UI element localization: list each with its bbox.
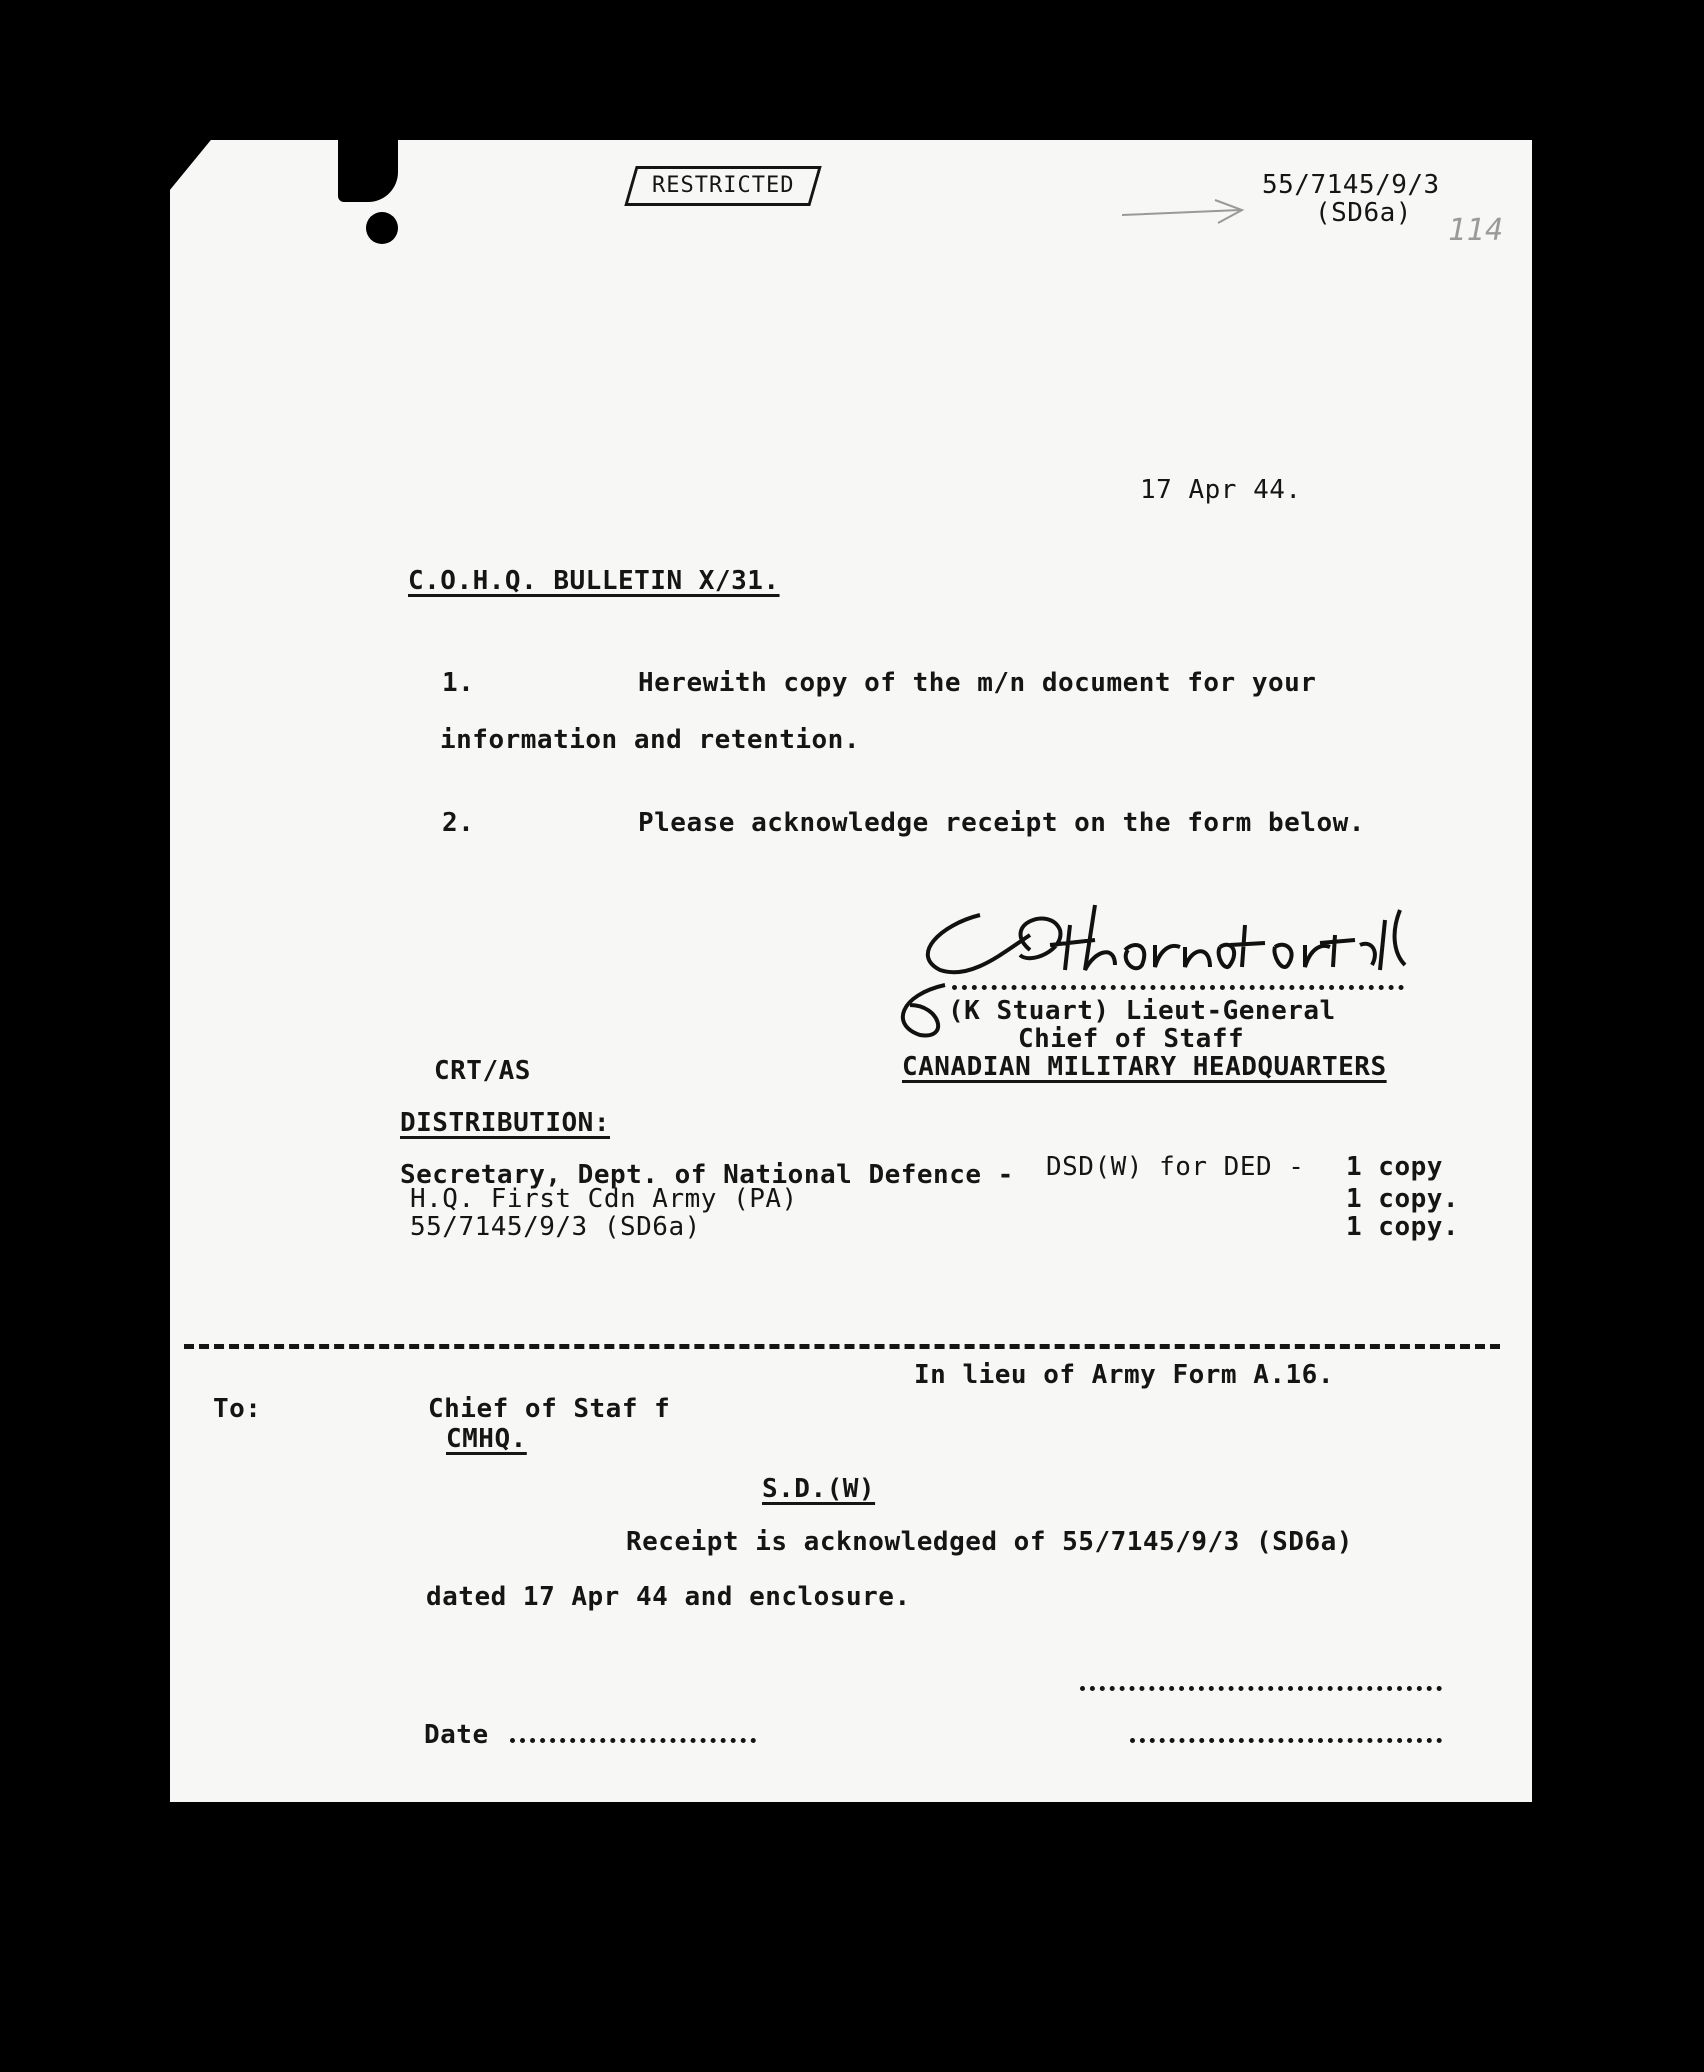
paragraph-2-line-1: Please acknowledge receipt on the form below. [638,808,1365,838]
paragraph-1-line-1: Herewith copy of the m/n document for your [638,668,1317,698]
section-heading: S.D.(W) [762,1474,876,1504]
bulletin-title: C.O.H.Q. BULLETIN X/31. [408,566,780,596]
distribution-copies-2: 1 copy. [1346,1184,1460,1214]
date-label: Date [424,1720,489,1750]
punch-hole [366,212,398,244]
paragraph-1-number: 1. [442,668,475,698]
distribution-recipient-2: H.Q. First Cdn Army (PA) [410,1184,798,1214]
acknowledgement-line-1: Receipt is acknowledged of 55/7145/9/3 (SD6a) [626,1527,1353,1557]
date-line [510,1738,756,1743]
paragraph-1-line-2: information and retention. [440,725,860,755]
file-reference: 55/7145/9/3 [1262,170,1440,200]
distribution-copies-3: 1 copy. [1346,1212,1460,1242]
signatory-title: Chief of Staff [1018,1024,1245,1054]
folio-number: 114 [1448,213,1504,248]
signatory-name: (K Stuart) Lieut-General [948,996,1336,1026]
signatory-organization: CANADIAN MILITARY HEADQUARTERS [902,1052,1387,1082]
distribution-copies-1: 1 copy [1346,1152,1443,1182]
form-note: In lieu of Army Form A.16. [914,1360,1334,1390]
classification-text: RESTRICTED [651,173,795,198]
classification-stamp [624,166,821,206]
distribution-note-1: DSD(W) for DED - [1046,1152,1305,1182]
acknowledgement-line-2: dated 17 Apr 44 and enclosure. [426,1582,911,1612]
reference-initials: CRT/AS [434,1056,531,1086]
distribution-recipient-1: Secretary, Dept. of National Defence - [400,1160,1014,1190]
receipt-unit-line [1130,1738,1442,1743]
receipt-signature-line [1080,1686,1442,1691]
to-label: To: [213,1394,262,1424]
pencil-arrow-mark [1120,195,1270,235]
file-reference-sub: (SD6a) [1315,198,1412,228]
signature-line [952,985,1404,990]
distribution-recipient-3: 55/7145/9/3 (SD6a) [410,1212,701,1242]
ink-blot [338,130,398,202]
to-recipient-line-1: Chief of Staf f [428,1394,671,1424]
distribution-heading: DISTRIBUTION: [400,1108,610,1138]
tear-off-line [184,1344,1500,1349]
paragraph-2-number: 2. [442,808,475,838]
document-date: 17 Apr 44. [1140,475,1302,505]
to-recipient-line-2: CMHQ. [446,1424,527,1454]
